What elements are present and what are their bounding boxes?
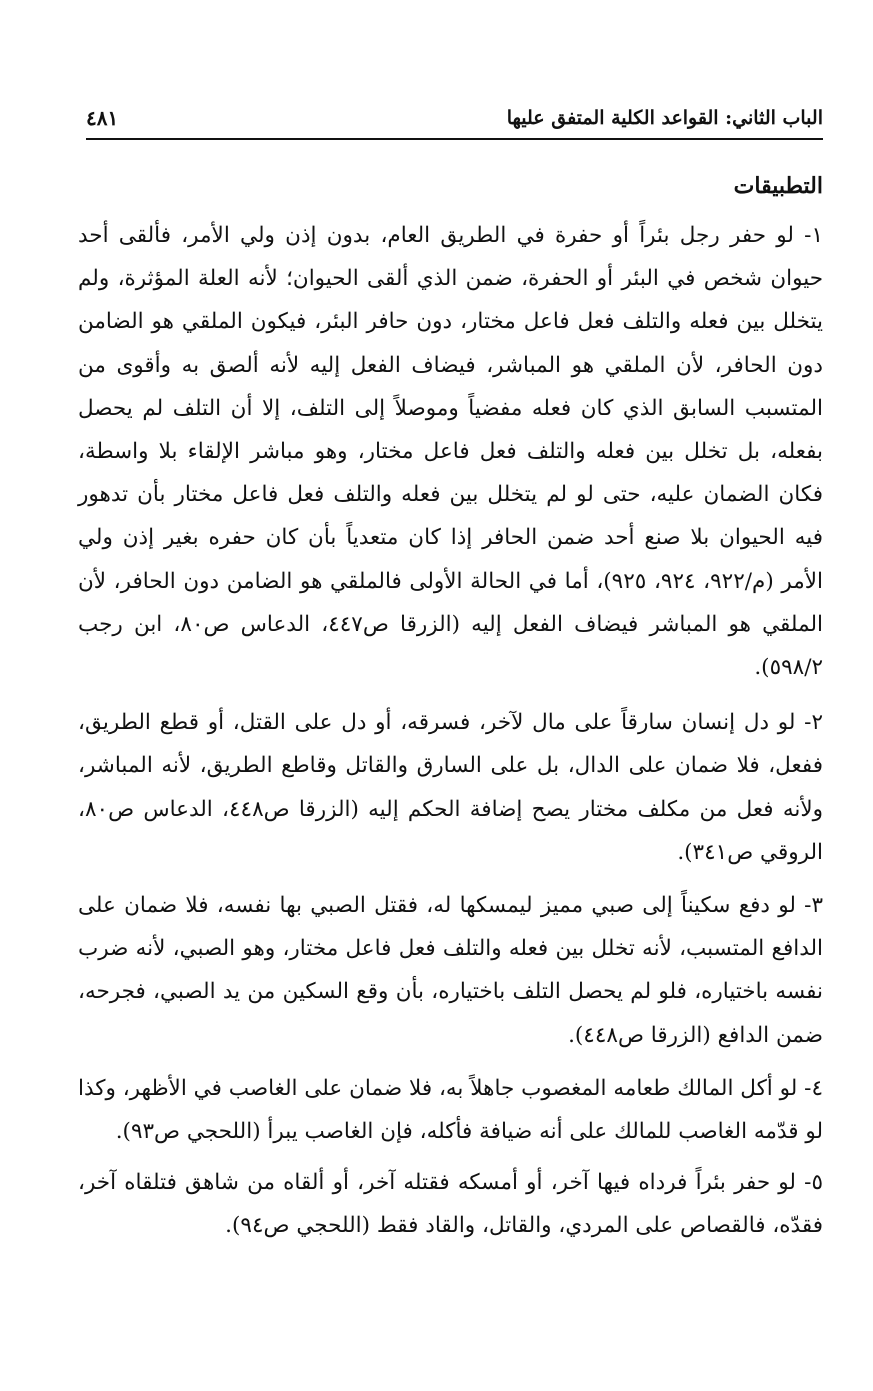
chapter-title: الباب الثاني: القواعد الكلية المتفق عليها	[506, 107, 823, 129]
paragraph-2: ٢- لو دل إنسان سارقاً على مال لآخر، فسرقه، أو دل على القتل، أو قطع الطريق، ففعل، فلا ضمان على الدال، بل على السارق والقاتل وقاطع الطريق، لأنه المباشر، ولأنه فعل من مكلف مختار يصح إضافة الحكم إليه (الزرقا ص٤٤٨، الدعاس ص٨٠، الروقي ص٣٤١).	[78, 710, 823, 865]
paragraph-1: ١- لو حفر رجل بئراً أو حفرة في الطريق العام، بدون إذن ولي الأمر، فألقى أحد حيوان شخص في البئر أو الحفرة، ضمن الذي ألقى الحيوان؛ لأنه العلة المؤثرة، ولم يتخلل بين فعله والتلف فعل فاعل مختار، دون حافر البئر، فيكون الملقي هو الضامن دون الحافر، لأن الملقي هو المباشر، فيضاف الفعل إليه لأنه ألصق به وأقوى من المتسبب السابق الذي كان فعله مفضياً وموصلاً إلى التلف، إلا أن التلف لم يحصل بفعله، بل تخلل بين فعله والتلف فعل فاعل مختار، وهو مباشر الإلقاء بلا واسطة، فكان الضمان عليه، حتى لو لم يتخلل بين فعله والتلف فعل فاعل مختار بأن تدهور فيه الحيوان بلا صنع أحد ضمن الحافر إذا كان متعدياً بأن كان حفره بغير إذن ولي الأمر (م/٩٢٢، ٩٢٤، ٩٢٥)، أما في الحالة الأولى فالملقي هو الضامن دون الحافر، لأن الملقي هو المباشر فيضاف الفعل إليه (الزرقا ص٤٤٧، الدعاس ص٨٠، ابن رجب ٥٩٨/٢).	[78, 223, 824, 681]
paragraph-5: ٥- لو حفر بئراً فرداه فيها آخر، أو أمسكه فقتله آخر، أو ألقاه من شاهق فتلقاه آخر، فقدّه، فالقصاص على المردي، والقاتل، والقاد فقط (اللحجي ص٩٤).	[78, 1170, 823, 1239]
paragraph-3: ٣- لو دفع سكيناً إلى صبي مميز ليمسكها له، فقتل الصبي بها نفسه، فلا ضمان على الدافع المتسبب، لأنه تخلل بين فعله والتلف فعل فاعل مختار، وهو الصبي، لأنه ضرب نفسه باختياره، فلو لم يحصل التلف باختياره، بأن وقع السكين من يد الصبي، فجرحه، ضمن الدافع (الزرقا ص٤٤٨).	[78, 893, 823, 1048]
paragraph-4: ٤- لو أكل المالك طعامه المغصوب جاهلاً به، فلا ضمان على الغاصب في الأظهر، وكذا لو قدّمه الغاصب للمالك على أنه ضيافة فأكله، فإن الغاصب يبرأ (اللحجي ص٩٣).	[78, 1075, 823, 1145]
page-body	[78, 166, 823, 1260]
page-header	[86, 98, 823, 140]
section-heading: التطبيقات	[733, 173, 823, 199]
page-number: ٤٨١	[86, 106, 119, 130]
